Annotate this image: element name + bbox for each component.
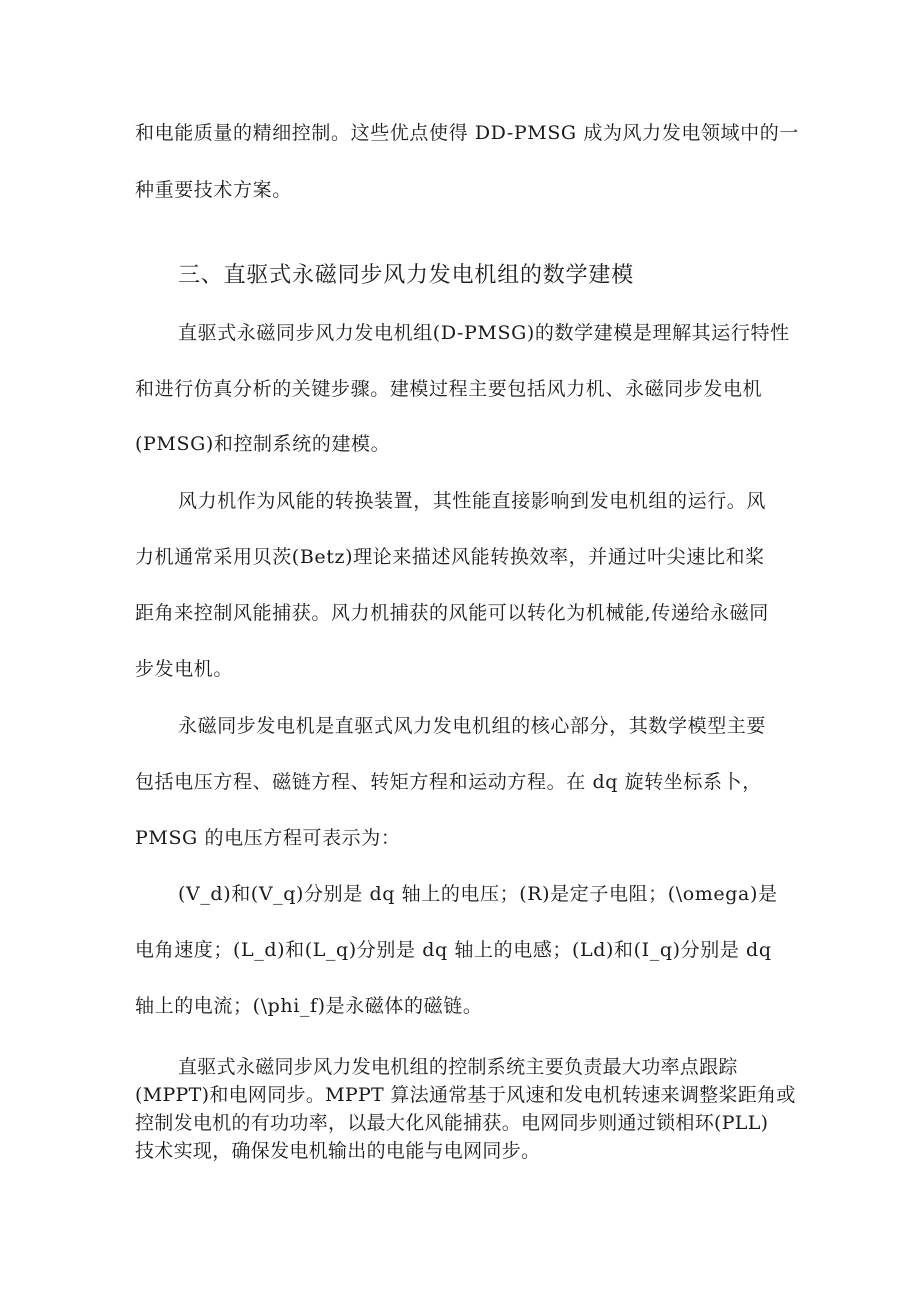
- intro-line-1: 和电能质量的精细控制。这些优点使得 DD-PMSG 成为风力发电领域中的一: [135, 122, 799, 144]
- paragraph-1-line-3: (PMSG)和控制系统的建模。: [135, 433, 391, 455]
- paragraph-3-line-1: 永磁同步发电机是直驱式风力发电机组的核心部分，其数学模型主要: [178, 715, 767, 737]
- paragraph-4-line-1: (V_d)和(V_q)分别是 dq 轴上的电压；(R)是定子电阻；(\omega)是: [178, 883, 778, 905]
- section-heading: 三、直驱式永磁同步风力发电机组的数学建模: [178, 263, 635, 288]
- paragraph-4-line-2: 电角速度；(L_d)和(L_q)分别是 dq 轴上的电感；(Ld)和(I_q)分别是 dq: [135, 939, 772, 961]
- paragraph-5-line-4: 技术实现，确保发电机输出的电能与电网同步。: [135, 1140, 541, 1162]
- paragraph-2-line-2: 力机通常采用贝茨(Betz)理论来描述风能转换效率，并通过叶尖速比和桨: [135, 546, 765, 568]
- paragraph-2-line-4: 步发电机。: [135, 658, 234, 680]
- paragraph-2-line-1: 风力机作为风能的转换装置，其性能直接影响到发电机组的运行。风: [178, 490, 767, 512]
- paragraph-4-line-3: 轴上的电流；(\phi_f)是永磁体的磁链。: [135, 995, 483, 1017]
- paragraph-2-line-3: 距角来控制风能捕获。风力机捕获的风能可以转化为机械能,传递给永磁同: [135, 602, 769, 624]
- paragraph-1-line-2: 和进行仿真分析的关键步骤。建模过程主要包括风力机、永磁同步发电机: [135, 378, 763, 400]
- paragraph-5-line-2: (MPPT)和电网同步。MPPT 算法通常基于风速和发电机转速来调整桨距角或: [135, 1084, 796, 1106]
- intro-line-2: 种重要技术方案。: [135, 179, 292, 201]
- paragraph-3-line-2: 包括电压方程、磁链方程、转矩方程和运动方程。在 dq 旋转坐标系卜，: [135, 771, 762, 793]
- paragraph-3-line-3: PMSG 的电压方程可表示为：: [135, 827, 401, 849]
- paragraph-5-line-3: 控制发电机的有功功率，以最大化风能捕获。电网同步则通过锁相环(PLL): [135, 1112, 769, 1134]
- paragraph-1-line-1: 直驱式永磁同步风力发电机组(D-PMSG)的数学建模是理解其运行特性: [178, 322, 790, 344]
- paragraph-5-line-1: 直驱式永磁同步风力发电机组的控制系统主要负责最大功率点跟踪: [178, 1056, 738, 1078]
